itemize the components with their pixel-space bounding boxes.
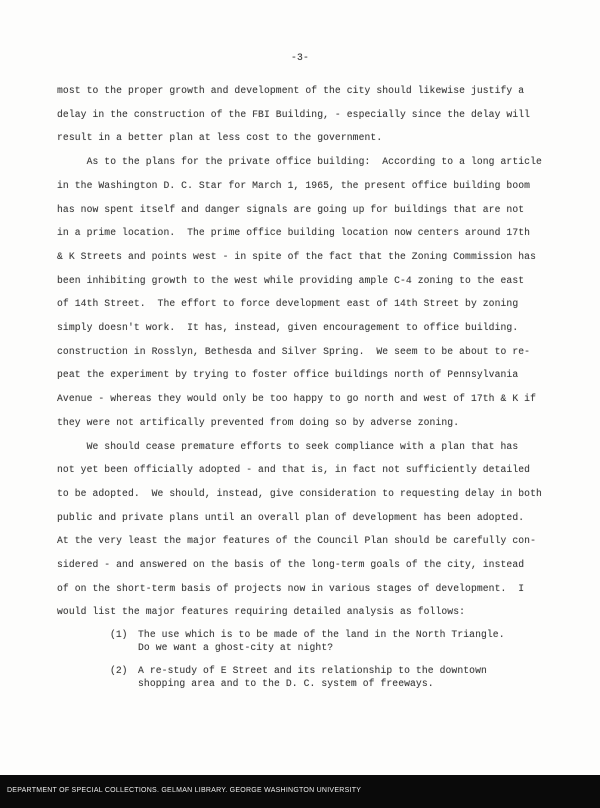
list-item [110,628,550,654]
archive-footer-label: DEPARTMENT OF SPECIAL COLLECTIONS. GELMAN LIBRARY. GEORGE WASHINGTON UNIVERSITY [7,787,362,794]
text-line: not yet been officially adopted - and that is, in fact not sufficiently detailed [57,464,531,476]
text-line: of on the short-term basis of projects now in various stages of development. I [57,582,525,594]
text-line: delay in the construction of the FBI Building, - especially since the delay will [57,108,531,120]
text-line: would list the major features requiring detailed analysis as follows: [57,606,466,618]
text-line: & K Streets and points west - in spite of the fact that the Zoning Commission has [57,250,536,262]
list-item-text [138,664,550,690]
text-line: shopping area and to the D. C. system of freeways. [138,678,434,689]
text-line: We should cease premature efforts to seek compliance with a plan that has [57,440,519,452]
numbered-list [110,628,550,700]
document-body [57,79,552,624]
text-line: As to the plans for the private office building: According to a long article [57,156,542,168]
list-item-number: (2) [110,665,128,676]
text-line: been inhibiting growth to the west while providing ample C-4 zoning to the east [57,274,525,286]
text-line: peat the experiment by trying to foster office buildings north of Pennsylvania [57,369,519,381]
text-line: most to the proper growth and development of the city should likewise justify a [57,85,525,96]
text-line: public and private plans until an overall plan of development has been adopted. [57,511,525,523]
text-line: construction in Rosslyn, Bethesda and Silver Spring. We seem to be about to re- [57,345,531,357]
text-line: to be adopted. We should, instead, give consideration to requesting delay in both [57,487,542,499]
text-line: has now spent itself and danger signals are going up for buildings that are not [57,203,525,215]
text-line: in a prime location. The prime office building location now centers around 17th [57,227,531,239]
text-line: At the very least the major features of the Council Plan should be carefully con- [57,535,536,547]
text-line: The use which is to be made of the land in the North Triangle. [138,629,505,640]
text-line: Do we want a ghost-city at night? [138,642,334,653]
text-line: sidered - and answered on the basis of the long-term goals of the city, instead [57,559,525,571]
archive-footer-bar [0,775,600,808]
text-line: they were not artifically prevented from doing so by adverse zoning. [57,416,460,428]
page-number: -3- [290,52,310,63]
text-line: A re-study of E Street and its relationship to the downtown [138,665,487,676]
text-line: Avenue - whereas they would only be too happy to go north and west of 17th & K if [57,393,536,405]
text-line: simply doesn't work. It has, instead, given encouragement to office building. [57,322,519,334]
list-item-number: (1) [110,629,128,640]
list-item-text [138,628,550,654]
text-line: of 14th Street. The effort to force development east of 14th Street by zoning [57,298,519,310]
list-item [110,664,550,690]
text-line: result in a better plan at less cost to the government. [57,132,383,144]
text-line: in the Washington D. C. Star for March 1, 1965, the present office building boom [57,179,531,191]
